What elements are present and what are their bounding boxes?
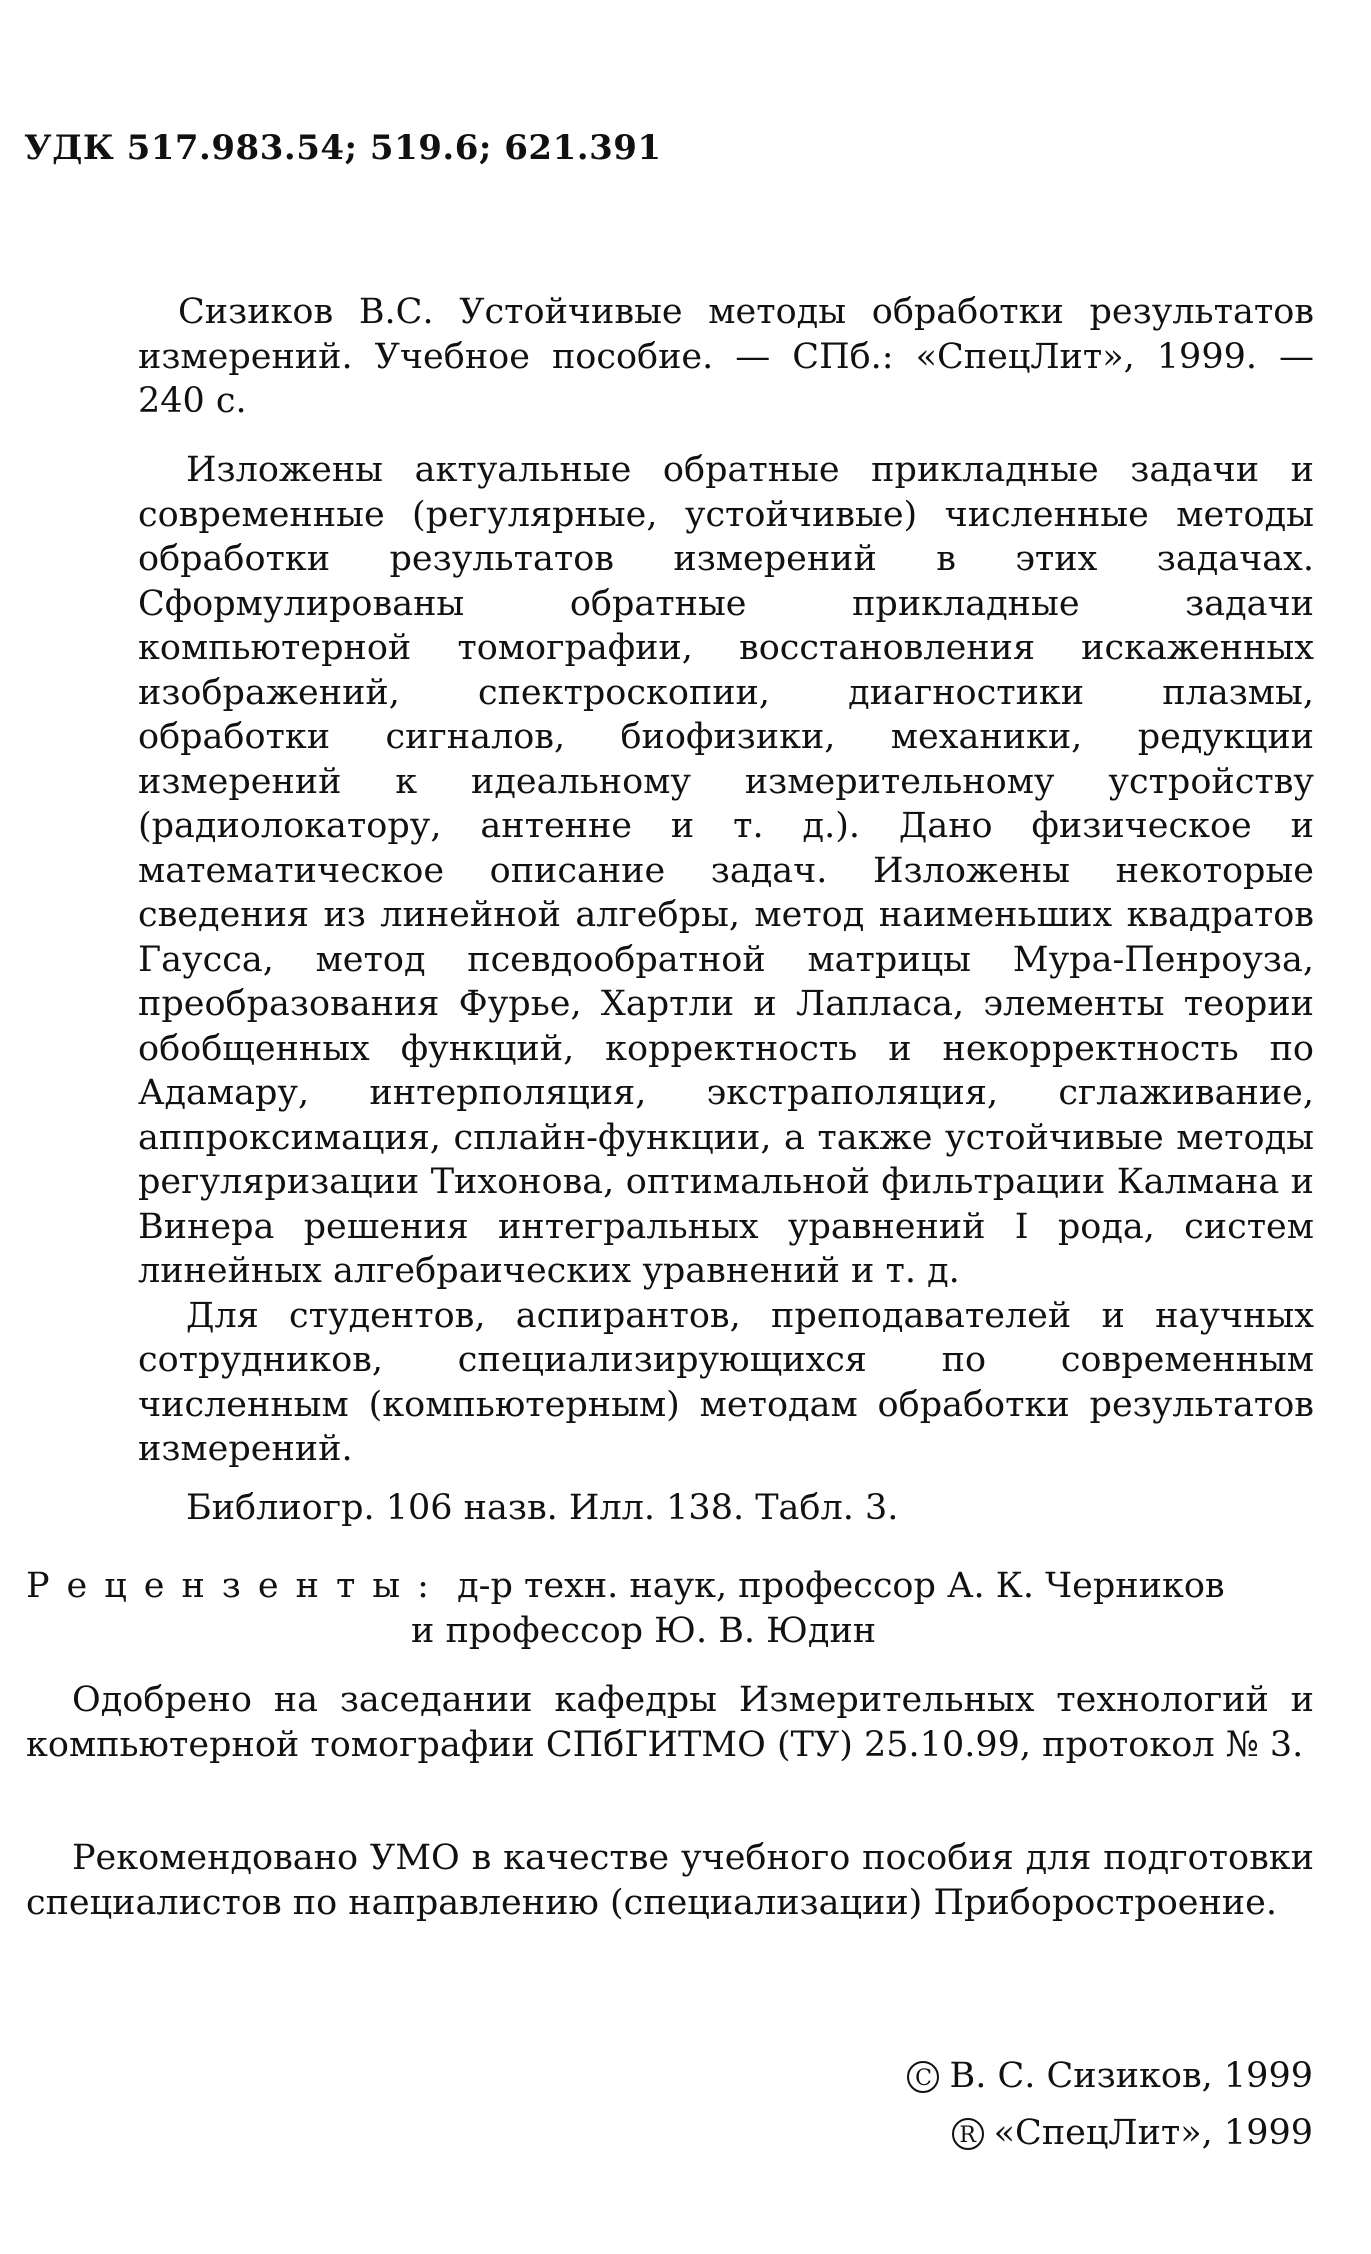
bibliographic-reference [138, 290, 1314, 424]
approval-note [26, 1678, 1314, 1767]
copyright-publisher-text: «СпецЛит», 1999 [993, 2113, 1313, 2153]
recommendation-note [26, 1836, 1314, 1925]
abstract-paragraph-2: Для студентов, аспирантов, преподавателей и научных сотрудников, специализирующихся по современным численным (компьютерным) методам обработки результатов измерений. [138, 1295, 1314, 1469]
copyright-icon: C [907, 2061, 939, 2093]
abstract-paragraph-1: Изложены актуальные обратные прикладные задачи и современные (регулярные, устойчивые) численные методы обработки результатов измерений в этих задачах. Сформулированы обратные прикладные задачи компьютерной томографии, восстановления искаженных изображений, спектроскопии, диагностики плазмы, обработки сигналов, биофизики, механики, редукции измерений к идеальному измерительному устройству (радиолокатору, антенне и т. д.). Дано физическое и математическое описание задач. Изложены некоторые сведения из линейной алгебры, метод наименьших квадратов Гаусса, метод псевдообратной матрицы Мура-Пенроуза, преобразования Фурье, Хартли и Лапласа, элементы теории обобщенных функций, корректность и некорректность по Адамару, интерполяция, экстраполяция, сглаживание, аппроксимация, сплайн-функции, а также устойчивые методы регуляризации Тихонова, оптимальной фильтрации Калмана и Винера решения интегральных уравнений I рода, систем линейных алгебраических уравнений и т. д. [138, 450, 1314, 1291]
approval-text: Одобрено на заседании кафедры Измерительных технологий и компьютерной томографии СПбГИТМО (ТУ) 25.10.99, протокол № 3. [26, 1680, 1314, 1765]
recommendation-text: Рекомендовано УМО в качестве учебного пособия для подготовки специалистов по направлению (специализации) Приборостроение. [26, 1838, 1314, 1923]
reviewer-1: д-р техн. наук, профессор А. К. Черников [457, 1566, 1225, 1606]
reviewers [26, 1564, 1316, 1653]
udk-classification: УДК 517.983.54; 519.6; 621.391 [24, 128, 662, 168]
reviewers-line-1 [26, 1564, 1316, 1609]
bibliography-stats: Библиогр. 106 назв. Илл. 138. Табл. 3. [186, 1487, 899, 1528]
copyright-author-text: В. С. Сизиков, 1999 [949, 2056, 1313, 2096]
copyright-author [907, 2054, 1313, 2098]
abstract [138, 448, 1314, 1530]
copyright-publisher [952, 2111, 1313, 2155]
registered-icon: R [952, 2118, 984, 2150]
reviewer-2: и профессор Ю. В. Юдин [411, 1610, 877, 1651]
reviewers-label: Рецензенты: [26, 1566, 446, 1606]
reference-text: Сизиков В.С. Устойчивые методы обработки результатов измерений. Учебное пособие. — СПб.: «СпецЛит», 1999. — 240 с. [138, 292, 1314, 421]
